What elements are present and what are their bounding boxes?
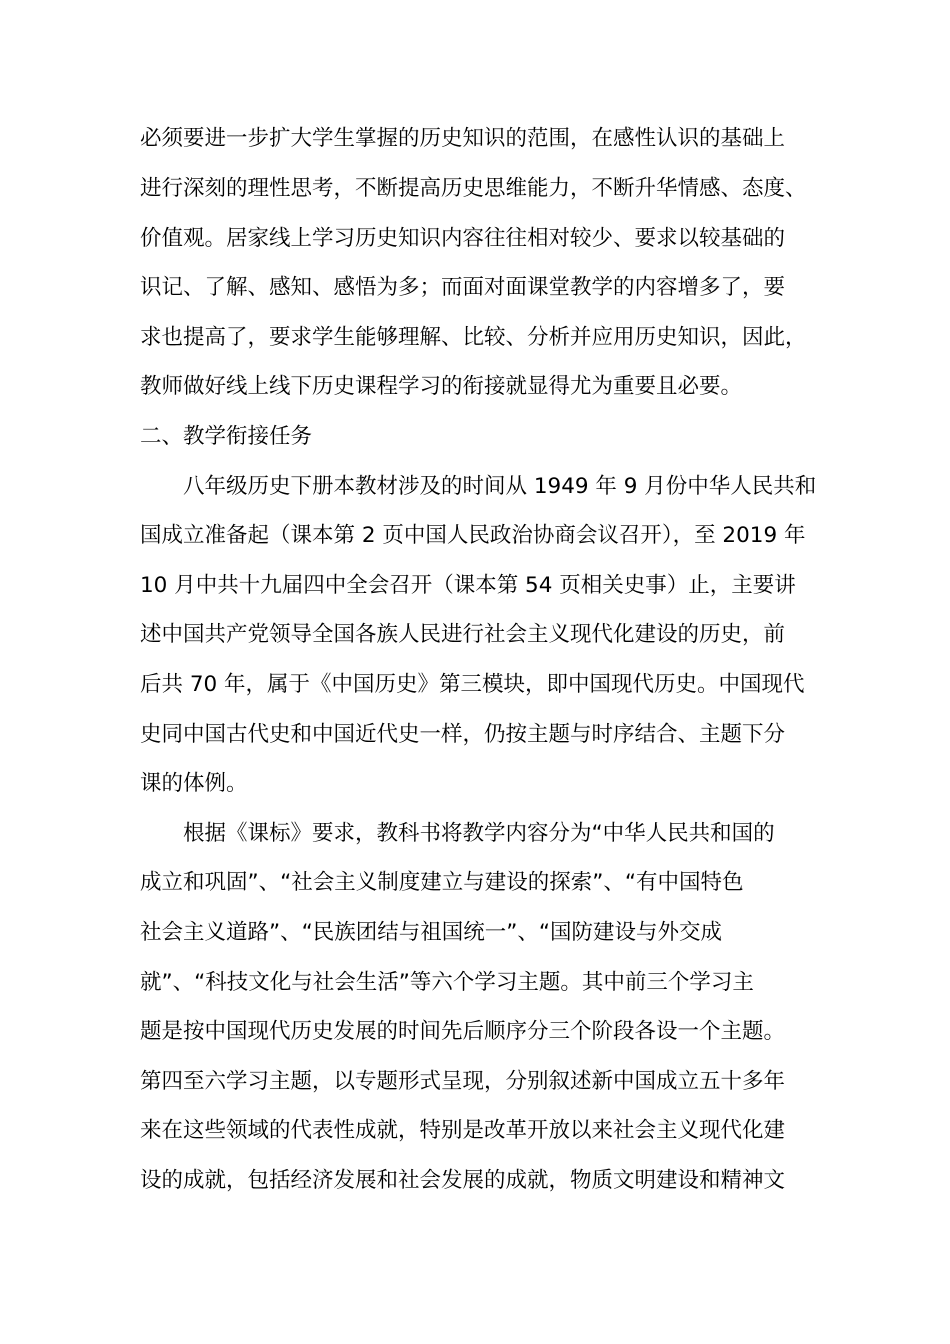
text-line: 第四至六学习主题，以专题形式呈现，分别叙述新中国成立五十多年 <box>140 1069 786 1094</box>
text-line: 后共 70 年，属于《中国历史》第三模块，即中国现代历史。中国现代 <box>140 672 805 697</box>
text-line: 八年级历史下册本教材涉及的时间从 1949 年 9 月份中华人民共和 <box>183 474 817 499</box>
text-line: 教师做好线上线下历史课程学习的衔接就显得尤为重要且必要。 <box>140 374 743 399</box>
text-line: 史同中国古代史和中国近代史一样，仍按主题与时序结合、主题下分 <box>140 722 786 747</box>
text-line: 10 月中共十九届四中全会召开（课本第 54 页相关史事）止，主要讲 <box>140 573 796 598</box>
text-line: 题是按中国现代历史发展的时间先后顺序分三个阶段各设一个主题。 <box>140 1019 786 1044</box>
text-line: 求也提高了，要求学生能够理解、比较、分析并应用历史知识，因此， <box>140 325 807 350</box>
text-line: 国成立准备起（课本第 2 页中国人民政治协商会议召开），至 2019 年 <box>140 523 806 548</box>
section-heading: 二、教学衔接任务 <box>140 424 313 449</box>
text-line: 必须要进一步扩大学生掌握的历史知识的范围，在感性认识的基础上 <box>140 126 786 151</box>
text-line: 识记、了解、感知、感悟为多；而面对面课堂教学的内容增多了，要 <box>140 275 786 300</box>
text-line: 成立和巩固”、“社会主义制度建立与建设的探索”、“有中国特色 <box>140 870 744 895</box>
text-line: 述中国共产党领导全国各族人民进行社会主义现代化建设的历史，前 <box>140 622 786 647</box>
text-line: 设的成就，包括经济发展和社会发展的成就，物质文明建设和精神文 <box>140 1168 786 1193</box>
text-line: 课的体例。 <box>140 771 248 796</box>
text-line: 价值观。居家线上学习历史知识内容往往相对较少、要求以较基础的 <box>140 226 786 251</box>
text-line: 根据《课标》要求，教科书将教学内容分为“中华人民共和国的 <box>183 821 775 846</box>
text-line: 社会主义道路”、“民族团结与祖国统一”、“国防建设与外交成 <box>140 920 723 945</box>
text-line: 进行深刻的理性思考，不断提高历史思维能力，不断升华情感、态度、 <box>140 176 807 201</box>
text-line: 来在这些领域的代表性成就，特别是改革开放以来社会主义现代化建 <box>140 1118 786 1143</box>
text-line: 就”、“科技文化与社会生活”等六个学习主题。其中前三个学习主 <box>140 970 754 995</box>
